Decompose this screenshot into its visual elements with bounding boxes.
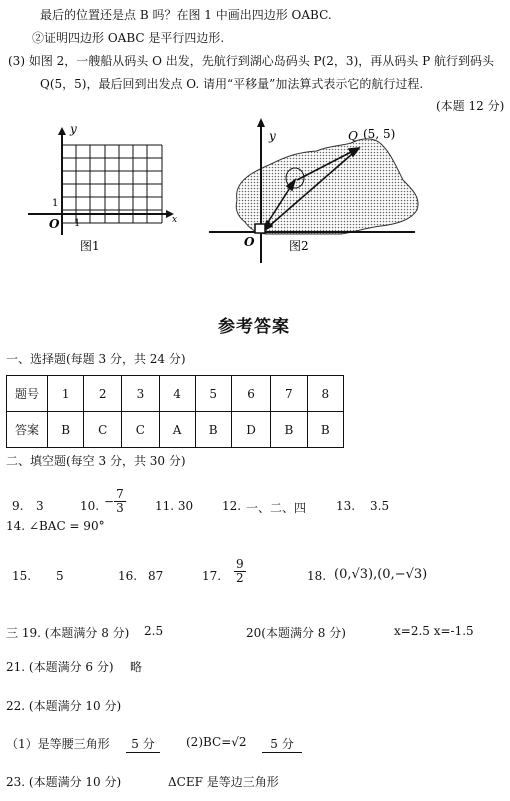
q22-heading: 22. (本题满分 10 分) — [6, 699, 122, 713]
table-header-label: 题号 — [7, 376, 48, 412]
q10-answer — [104, 488, 126, 515]
figure-2-caption: 图2 — [289, 239, 309, 253]
table-cell: 1 — [48, 376, 84, 412]
q23-answer: ΔCEF 是等边三角形 — [168, 775, 279, 789]
table-cell: C — [84, 412, 122, 448]
table-cell: 2 — [84, 376, 122, 412]
q10-numerator: 7 — [116, 487, 124, 501]
x-label: x — [172, 215, 178, 225]
q22-score-2-text: 5 分 — [262, 735, 302, 753]
y-axis-arrow — [58, 127, 66, 135]
figure-2 — [205, 118, 430, 270]
q10-denominator: 3 — [116, 501, 124, 515]
section-1-heading: 一、选择题(每题 3 分，共 24 分) — [6, 352, 186, 366]
table-cell: D — [231, 412, 270, 448]
table-cell: C — [122, 412, 160, 448]
q23-heading: 23. (本题满分 10 分) — [6, 775, 122, 789]
q12-answer: 一、二、四 — [246, 501, 307, 515]
problem-line-4: Q(5，5)，最后回到出发点 O. 请用“平移量”加法算式表示它的航行过程. — [40, 77, 424, 91]
q20-answer: x=2.5 x=-1.5 — [394, 624, 474, 638]
q21-answer: 略 — [130, 660, 143, 674]
q21-heading: 21. (本题满分 6 分) — [6, 660, 114, 674]
dock-o — [255, 224, 265, 233]
table-cell: 4 — [159, 376, 195, 412]
problem-line-1: 最后的位置还是点 B 吗？在图 1 中画出四边形 OABC. — [40, 8, 332, 22]
table-cell: A — [159, 412, 195, 448]
score-note: (本题 12 分) — [436, 99, 505, 113]
q11: 11. 30 — [155, 499, 194, 513]
answers-title: 参考答案 — [218, 317, 290, 337]
q17-number: 17. — [202, 569, 222, 583]
origin-label: O — [49, 217, 60, 231]
figure-1-caption: 图1 — [80, 239, 100, 253]
table-cell: B — [307, 412, 343, 448]
q9-answer: 3 — [36, 499, 44, 513]
y-label: y — [269, 129, 276, 143]
point-q-coords: (5, 5) — [363, 127, 396, 141]
table-cell: 5 — [195, 376, 231, 412]
q18-number: 18. — [307, 569, 327, 583]
table-cell: 3 — [122, 376, 160, 412]
tick-label-y1: 1 — [52, 198, 59, 209]
q12-number: 12. — [222, 499, 242, 513]
q20-heading: 20(本题满分 8 分) — [246, 626, 346, 640]
origin-label: O — [244, 235, 255, 249]
q15-answer: 5 — [56, 569, 64, 583]
table-cell: B — [195, 412, 231, 448]
q13-answer: 3.5 — [370, 499, 390, 513]
figure-1 — [20, 115, 190, 265]
q13-number: 13. — [336, 499, 356, 513]
q17-fraction — [234, 558, 246, 585]
q22-score-2 — [262, 735, 302, 753]
table-cell: 7 — [271, 376, 307, 412]
q22-score-1 — [126, 735, 160, 753]
table-row-numbers — [7, 376, 344, 412]
table-cell: 8 — [307, 376, 343, 412]
q19-heading: 三 19. (本题满分 8 分) — [6, 626, 130, 640]
q9-number: 9. — [12, 499, 24, 513]
q17-denominator: 2 — [236, 571, 244, 585]
q22-part-1: （1）是等腰三角形 — [6, 737, 110, 751]
lake — [236, 139, 418, 234]
q19-answer: 2.5 — [144, 624, 164, 638]
q16-number: 16. — [118, 569, 138, 583]
q22-score-1-text: 5 分 — [126, 735, 160, 753]
q16-answer: 87 — [148, 569, 164, 583]
problem-line-2: ②证明四边形 OABC 是平行四边形. — [32, 31, 225, 45]
q22-part-2: (2)BC=√2 — [186, 735, 247, 749]
y-label: y — [70, 122, 77, 136]
q17-numerator: 9 — [236, 557, 244, 571]
table-answer-label: 答案 — [7, 412, 48, 448]
section-2-heading: 二、填空题(每空 3 分，共 30 分) — [6, 454, 186, 468]
q17-answer — [234, 558, 246, 585]
table-cell: 6 — [231, 376, 270, 412]
problem-line-3: (3) 如图 2，一艘船从码头 O 出发，先航行到湖心岛码头 P(2，3)，再从码头 P 航行到码头 — [8, 54, 494, 68]
q14: 14. ∠BAC = 90° — [6, 519, 105, 533]
q10-number: 10. — [80, 499, 100, 513]
grid — [62, 145, 162, 223]
table-row-answers — [7, 412, 344, 448]
q10-sign: − — [104, 494, 115, 509]
q10-fraction — [114, 488, 126, 515]
table-cell: B — [271, 412, 307, 448]
answer-table — [6, 375, 344, 448]
y-axis-arrow — [257, 118, 265, 127]
q15-number: 15. — [12, 569, 32, 583]
q18-answer: (0,√3),(0,−√3) — [334, 567, 428, 582]
tick-label-x1: 1 — [74, 218, 81, 229]
point-q-label: Q — [348, 129, 358, 143]
table-cell: B — [48, 412, 84, 448]
